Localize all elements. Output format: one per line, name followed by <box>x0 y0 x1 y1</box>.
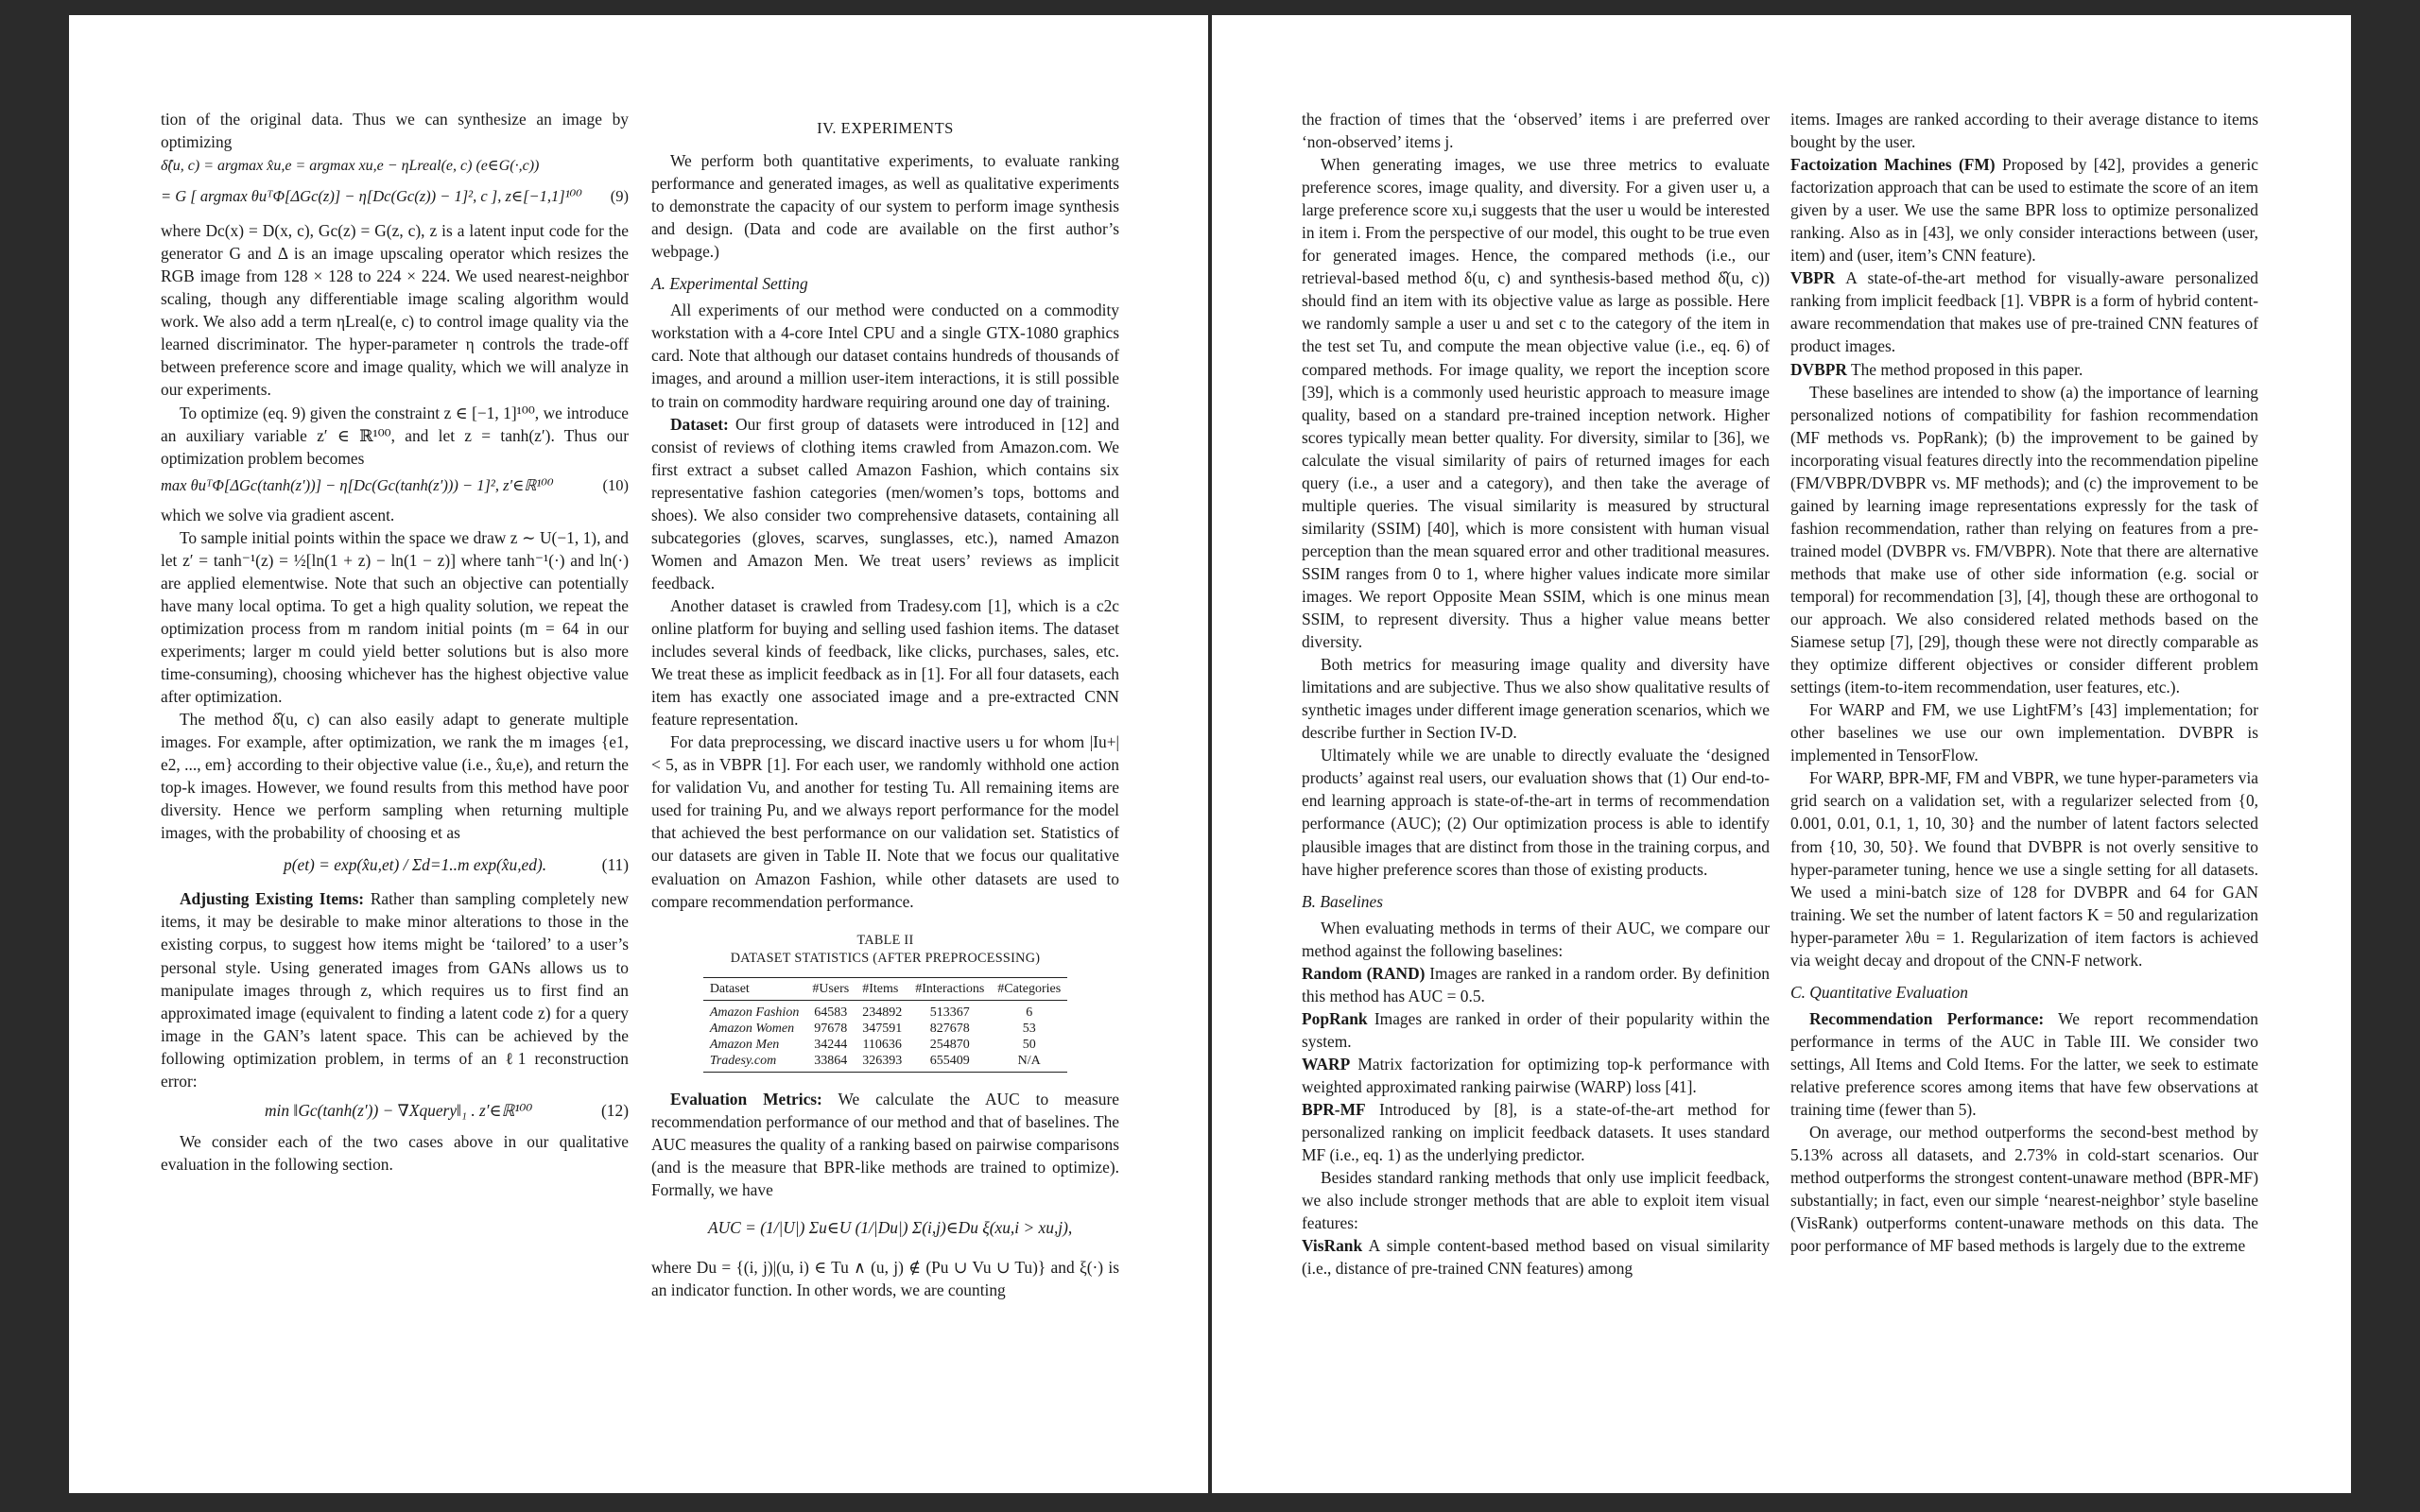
baseline-name: WARP <box>1302 1054 1351 1074</box>
table-row <box>703 1053 1067 1073</box>
baseline-item <box>1790 358 2258 381</box>
table-cell: 110636 <box>862 1038 902 1053</box>
table-cell: 513367 <box>929 1005 970 1020</box>
table-cell: 347591 <box>862 1022 903 1037</box>
column-1 <box>161 108 629 1176</box>
table-cell: 64583 <box>814 1005 848 1020</box>
paragraph: Ultimately while we are unable to directly evaluate the ‘designed products’ against real users, our evaluation shows that (1) Our end-to-end learning approach is state-of-the-art in terms of recommendation performance (AUC); (2) Our optimization process is able to identify plausible images that are distinct from those in the training corpus, and have higher preference scores than those of existing products. <box>1302 746 1770 879</box>
paragraph: When evaluating methods in terms of their AUC, we compare our method against the following baselines: <box>1302 918 1770 960</box>
equation-11 <box>161 846 629 884</box>
paragraph-text: We report recommendation performance in terms of the AUC in Table III. We consider two settings, All Items and Cold Items. For the latter, we seek to estimate relative preference scores among items that have few observations at training time (fewer than 5). <box>1790 1008 2258 1120</box>
table-cell: Amazon Men <box>709 1038 780 1053</box>
paragraph: On average, our method outperforms the second-best method by 5.13% across all datasets, and 2.73% in cold-start scenarios. Our method outperforms the strongest content-unaware method (BPR-MF) substantially; in fact, even our simple ‘nearest-neighbor’ style baseline (VisRank) outperforms content-unaware methods on this data. The poor performance of MF based methods is largely due to the extreme <box>1790 1123 2258 1256</box>
paragraph: where Du = {(i, j)|(u, i) ∈ Tu ∧ (u, j) ∉ (Pu ∪ Vu ∪ Tu)} and ξ(·) is an indicator function. In other words, we are counting <box>651 1258 1119 1300</box>
baseline-name: Factoization Machines (FM) <box>1790 155 1996 175</box>
paragraph: These baselines are intended to show (a) the importance of learning personalized notions of compatibility for fashion recommendation (MF methods vs. PopRank); (b) the improvement to be gained by incorporating visual features directly into the recommendation pipeline (FM/VBPR/DVBPR vs. MF methods); and (c) the improvement to be gained by learning image representations expressly for the task of fashion recommendation, rather than relying on features from a pre-trained model (DVBPR vs. FM/VBPR). Note that there are alternative methods that make use of other side information (e.g. social or temporal) for recommendation [3], [4], though these are orthogonal to our approach. We also considered related methods based on the Siamese setup [7], [29], though these were not directly comparable as they optimize different objectives or consider different problem settings (item-to-item recommendation, user features, etc.). <box>1790 382 2258 697</box>
baseline-item <box>1302 1098 1770 1166</box>
table-row <box>703 1000 1067 1021</box>
paragraph: tion of the original data. Thus we can synthesize an image by optimizing <box>161 110 629 152</box>
paragraph-text: Rather than sampling completely new items, it may be desirable to make minor alterations to those in the existing corpus, to suggest how items might be ‘tailored’ to a user’s personal style. Using generated images from GANs allows us to manipulate images through z, which requires us to first find an approximated image (equivalent to finding a latent code z) for a query image in the GAN’s latent space. This can be achieved by the following optimization problem, in terms of an ℓ1 reconstruction error: <box>161 889 629 1091</box>
baseline-text: Matrix factorization for optimizing top-k performance with weighted approximated ranking pairwise (WARP) loss [41]. <box>1302 1054 1770 1096</box>
table-cell: 34244 <box>814 1038 848 1053</box>
paragraph <box>1790 1007 2258 1121</box>
equation-auc-body: AUC = (1/|U|) Σu∈U (1/|Du|) Σ(i,j)∈Du ξ(xu,i > xu,j), <box>708 1218 1073 1238</box>
table-cell: 50 <box>1022 1038 1036 1053</box>
equation-9-line-2: = G [ argmax θuᵀΦ[ΔGc(z)] − η[Dc(Gc(z)) − 1]², c ], z∈[−1,1]¹⁰⁰ <box>161 187 582 206</box>
paragraph: which we solve via gradient ascent. <box>161 505 395 524</box>
table-header-cell: #Categories <box>991 977 1067 1000</box>
paragraph: To sample initial points within the space we draw z ∼ U(−1, 1), and let z′ = tanh⁻¹(z) = ½[ln(1 + z) − ln(1 − z)] where tanh⁻¹(·) and ln(·) are applied elementwise. Note that such an objective can potentially have many local optima. To get a high quality solution, we repeat the optimization process from m random initial points (m = 64 in our experiments; larger m could yield better solutions but is also more time-consuming), choosing whichever has the highest objective value after optimization. <box>161 527 629 707</box>
table-row <box>703 1021 1067 1037</box>
baseline-item <box>1302 1007 1770 1053</box>
table-cell: Amazon Fashion <box>709 1005 800 1020</box>
table-cell: 827678 <box>929 1022 970 1037</box>
table-cell: Amazon Women <box>709 1022 795 1037</box>
paragraph: All experiments of our method were conducted on a commodity workstation with a 4-core Intel CPU and a single GTX-1080 graphics card. Note that although our dataset contains hundreds of thousands of images, and around a million user-item interactions, it is still possible to train on commodity hardware requiring around one day of training. <box>651 301 1119 411</box>
paragraph <box>651 1088 1119 1201</box>
paragraph-heading: Adjusting Existing Items: <box>180 889 365 909</box>
table-row <box>703 1037 1067 1053</box>
subsection-heading: C. Quantitative Evaluation <box>1790 982 1968 1002</box>
table-label: TABLE II <box>856 932 914 948</box>
table-cell: Tradesy.com <box>703 1053 806 1073</box>
table-cell: 234892 <box>862 1005 903 1020</box>
column-2 <box>651 108 1119 1301</box>
paragraph: The method δ̂(u, c) can also easily adapt to generate multiple images. For example, after optimization, we rank the m images {e1, e2, ..., em} according to their objective value (i.e., x̂u,e), and return the top-k images. However, we found results from this method have poor diversity. Hence we perform sampling when returning multiple images, with the probability of choosing et as <box>161 710 629 843</box>
table-header-cell: #Items <box>856 977 908 1000</box>
paragraph: Another dataset is crawled from Tradesy.com [1], which is a c2c online platform for buying and selling used fashion items. The dataset includes several kinds of feedback, like clicks, purchases, sales, etc. We treat these as implicit feedback as in [1]. For all four datasets, each item has exactly one associated image and a pre-extracted CNN feature representation. <box>651 595 1119 730</box>
equation-12-number: (12) <box>601 1100 629 1120</box>
paragraph: the fraction of times that the ‘observed’ items i are preferred over ‘non-observed’ items j. <box>1302 110 1770 152</box>
paragraph: When generating images, we use three metrics to evaluate preference scores, image quality, and diversity. For a given user u, a large preference score xu,i suggests that the user u would be interested in item i. From the perspective of our model, this ought to be true even for generated images. Hence, the compared methods (i.e., our retrieval-based method δ(u, c) and synthesis-based method δ̂(u, c)) should find an item with its objective value as large as possible. Here we randomly sample a user u and set c to the category of the item in the test set Tu, and compute the mean objective value (i.e., eq. 6) of compared methods. For image quality, we report the inception score [39], which is a commonly used heuristic approach to measure image quality, based on a standard pre-trained inception network. Higher scores typically mean better quality. For diversity, similar to [36], we calculate the visual similarity of pairs of returned images for each query (i.e., a user and a category), and then take the average of multiple queries. The visual similarity is measured by structural similarity (SSIM) [40], which is more consistent with human visual perception than the mean squared error and other traditional measures. SSIM ranges from 0 to 1, where higher values indicate more similar images. We report Opposite Mean SSIM, which is one minus mean SSIM, to represent diversity. Thus a higher value means better diversity. <box>1302 155 1770 652</box>
equation-10 <box>161 472 629 500</box>
subsection-heading: B. Baselines <box>1302 891 1383 911</box>
paragraph-heading: Dataset: <box>670 414 729 434</box>
column-4 <box>1790 108 2258 1257</box>
baseline-name: DVBPR <box>1790 359 1847 379</box>
table-cell: 53 <box>1022 1022 1036 1037</box>
paragraph-text: We calculate the AUC to measure recommendation performance of our method and that of baselines. The AUC measures the quality of a ranking based on pairwise comparisons (and is the measure that BPR-like methods are trained to optimize). Formally, we have <box>651 1090 1119 1200</box>
paragraph: For WARP and FM, we use LightFM’s [43] implementation; for other baselines we use our own implementation. DVBPR is implemented in TensorFlow. <box>1790 700 2258 765</box>
paragraph: items. Images are ranked according to their average distance to items bought by the user. <box>1790 110 2258 152</box>
baseline-text: The method proposed in this paper. <box>1850 359 2083 379</box>
table-cell: 326393 <box>856 1053 908 1073</box>
equation-auc <box>651 1203 1119 1252</box>
table-cell: N/A <box>991 1053 1067 1073</box>
baseline-text: Images are ranked in a random order. By definition this method has AUC = 0.5. <box>1302 963 1770 1005</box>
paragraph: We consider each of the two cases above in our qualitative evaluation in the following section. <box>161 1131 629 1174</box>
column-3 <box>1302 108 1770 1280</box>
baseline-text: Proposed by [42], provides a generic factorization approach that can be used to estimate the score of an item given by a user. We use the same BPR loss to optimize personalized ranking. Also as in [43], we only consider interactions between (user, item) and (user, item’s CNN feature). <box>1790 155 2258 266</box>
table-header-cell: Dataset <box>703 977 806 1000</box>
right-page <box>1212 15 2351 1493</box>
equation-12 <box>161 1094 629 1126</box>
table-title: DATASET STATISTICS (AFTER PREPROCESSING) <box>730 950 1041 966</box>
paragraph: Besides standard ranking methods that only use implicit feedback, we also include stronger methods that are able to exploit item visual features: <box>1302 1168 1770 1233</box>
equation-10-number: (10) <box>602 475 629 494</box>
baseline-item <box>1790 266 2258 357</box>
table-header-cell: #Users <box>805 977 856 1000</box>
dataset-table <box>703 977 1067 1074</box>
table-cell: 97678 <box>814 1022 848 1037</box>
paragraph: We perform both quantitative experiments, to evaluate ranking performance and generated images, as well as qualitative experiments to demonstrate the capacity of our system to perform image synthesis and design. (Data and code are available on the first author’s webpage.) <box>651 151 1119 262</box>
subsection-heading: A. Experimental Setting <box>651 274 808 294</box>
paragraph-heading: Recommendation Performance: <box>1809 1008 2045 1028</box>
section-heading: IV. EXPERIMENTS <box>817 119 954 137</box>
equation-9-line-1: δ̂(u, c) = argmax x̂u,e = argmax xu,e − ηLreal(e, c) (e∈G(·,c)) <box>161 158 540 175</box>
table-header-cell: #Interactions <box>908 977 991 1000</box>
baseline-text: A state-of-the-art method for visually-aware personalized ranking from implicit feedback [1]. VBPR is a form of hybrid content-aware recommendation that makes use of pre-trained CNN features of product images. <box>1790 268 2258 356</box>
equation-9 <box>161 155 629 215</box>
table-cell: 33864 <box>805 1053 856 1073</box>
equation-12-body: min ‖Gc(tanh(z′)) − ∇Xquery‖₁ . z′∈ℝ¹⁰⁰ <box>265 1100 533 1120</box>
paragraph: To optimize (eq. 9) given the constraint z ∈ [−1, 1]¹⁰⁰, we introduce an auxiliary variable z′ ∈ ℝ¹⁰⁰, and let z = tanh(z′). Thus our optimization problem becomes <box>161 403 629 468</box>
equation-10-body: max θuᵀΦ[ΔGc(tanh(z′))] − η[Dc(Gc(tanh(z′))) − 1]², z′∈ℝ¹⁰⁰ <box>161 475 554 494</box>
equation-11-body: p(et) = exp(x̂u,et) / Σd=1..m exp(x̂u,ed). <box>284 855 547 875</box>
paragraph: Both metrics for measuring image quality and diversity have limitations and are subjective. Thus we also show qualitative results of synthetic images under different image generation scenarios, which we describe further in Section IV-D. <box>1302 655 1770 743</box>
baseline-name: VisRank <box>1302 1236 1363 1256</box>
baseline-name: VBPR <box>1790 268 1836 288</box>
paragraph-heading: Evaluation Metrics: <box>670 1090 822 1109</box>
paragraph: where Dc(x) = D(x, c), Gc(z) = G(z, c), z is a latent input code for the generator G and Δ is an image upscaling operator which resizes the RGB image from 128 × 128 to 224 × 224. We used nearest-neighbor scaling, though any differentiable image scaling algorithm would work. We also add a term ηLreal(e, c) to control image quality via the learned discriminator. The hyper-parameter η controls the trade-off between preference score and image quality, which we will analyze in our experiments. <box>161 221 629 400</box>
paragraph: For data preprocessing, we discard inactive users u for whom |Iu+| < 5, as in VBPR [1]. For each user, we randomly withhold one action for validation Vu, and another for testing Tu. All remaining items are used for training Pu, and we always report performance for the model that achieved the best performance on our validation set. Statistics of our datasets are given in Table II. Note that we focus our qualitative evaluation on Amazon Fashion, while other datasets are used to compare recommendation performance. <box>651 732 1119 911</box>
baseline-name: PopRank <box>1302 1008 1368 1028</box>
paragraph: For WARP, BPR-MF, FM and VBPR, we tune hyper-parameters via grid search on a validation set, with a regularizer selected from {0, 0.001, 0.01, 0.1, 1, 10, 30} and the number of latent factors selected from {10, 30, 50}. We found that DVBPR is not overly sensitive to hyper-parameter tuning, hence we use a single setting for all datasets. We used a mini-batch size of 128 for DVBPR and 64 for GAN training. We set the number of latent factors K = 50 and regularization hyper-parameter λθu = 1. Regularization of item factors is achieved via weight decay and dropout of the CNN-F network. <box>1790 768 2258 970</box>
table-header-row <box>703 977 1067 1000</box>
equation-11-number: (11) <box>601 855 629 875</box>
baseline-name: BPR-MF <box>1302 1100 1366 1120</box>
table-cell: 655409 <box>908 1053 991 1073</box>
baseline-item <box>1302 1234 1770 1280</box>
left-page <box>69 15 1208 1493</box>
baseline-item <box>1302 962 1770 1007</box>
table-cell: 6 <box>1026 1005 1033 1020</box>
paragraph <box>161 887 629 1091</box>
paragraph-text: Our first group of datasets were introduced in [12] and consist of reviews of clothing items crawled from Amazon.com. We first extract a subset called Amazon Fashion, which contains six representative fashion categories (men/women’s tops, bottoms and shoes). We also consider two comprehensive datasets, containing all subcategories (gloves, scarves, sunglasses, etc.), named Amazon Women and Amazon Men. We treat users’ reviews as implicit feedback. <box>651 414 1119 593</box>
baseline-item <box>1302 1053 1770 1098</box>
equation-9-number: (9) <box>610 187 629 206</box>
table-cell: 254870 <box>929 1038 970 1053</box>
baseline-name: Random (RAND) <box>1302 963 1426 983</box>
baseline-item <box>1790 153 2258 266</box>
paragraph <box>651 413 1119 594</box>
baseline-text: A simple content-based method based on visual similarity (i.e., distance of pre-trained CNN features) among <box>1302 1236 1771 1279</box>
baseline-text: Introduced by [8], is a state-of-the-art method for personalized ranking on implicit feedback datasets. It uses standard MF (i.e., eq. 1) as the underlying predictor. <box>1302 1100 1770 1165</box>
table-caption <box>651 932 1119 968</box>
baseline-text: Images are ranked in order of their popularity within the system. <box>1302 1008 1770 1051</box>
